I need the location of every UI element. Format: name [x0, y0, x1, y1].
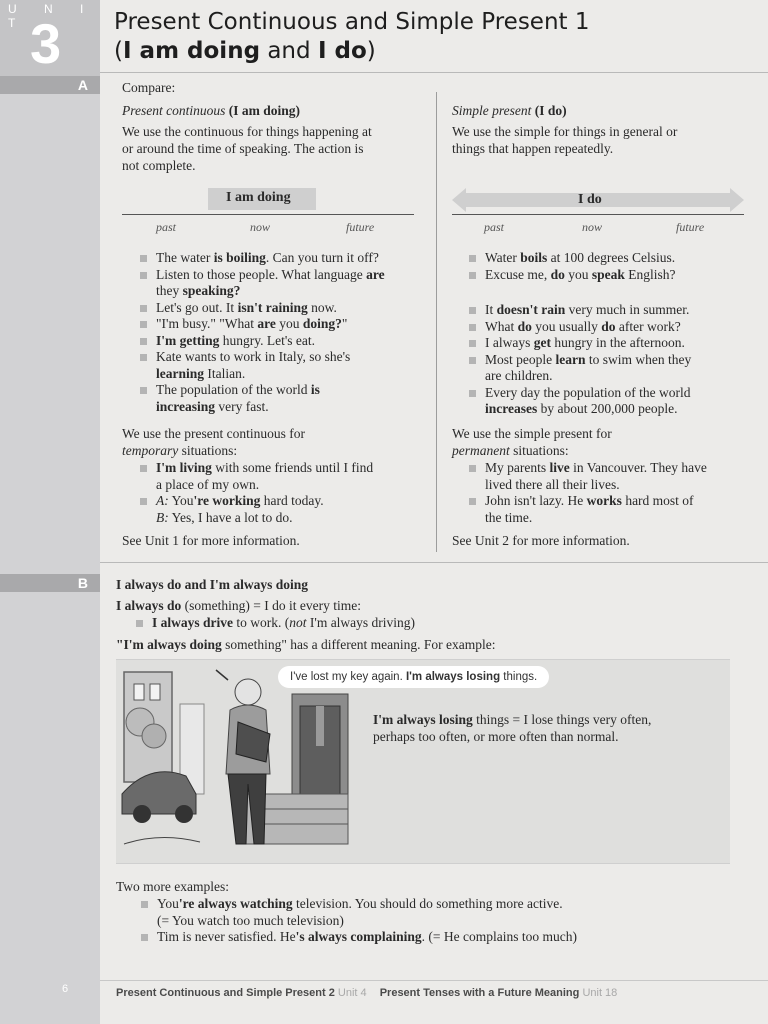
right-heading: Simple present (I do) — [452, 103, 567, 118]
list-item: Water boils at 100 degrees Celsius. — [463, 250, 763, 267]
timeline-axis — [452, 214, 744, 215]
list-item: Let's go out. It isn't raining now. — [134, 300, 434, 317]
list-item: "I'm busy." "What are you doing?" — [134, 316, 434, 333]
list-item: A: You're working hard today. — [134, 493, 434, 510]
page-title — [114, 8, 754, 66]
unit-number: 3 — [30, 12, 62, 75]
footer-unit-18: Unit 18 — [582, 987, 618, 999]
list-item: It doesn't rain very much in summer. — [463, 302, 763, 319]
right-intro-1: We use the simple for things in general or — [452, 124, 678, 139]
compare-label: Compare: — [122, 80, 176, 95]
left-examples — [134, 250, 434, 415]
section-b-tab — [0, 574, 100, 592]
left-intro-2: or around the time of speaking. The action is — [122, 141, 364, 156]
list-item: I'm living with some friends until I find — [134, 460, 434, 477]
section-b-line-1: I always do (something) = I do it every time: — [116, 598, 361, 613]
more-examples-label: Two more examples: — [116, 879, 230, 894]
section-b-heading: I always do and I'm always doing — [116, 577, 309, 592]
list-item: Listen to those people. What language are — [134, 267, 434, 284]
illustration-explanation-1: I'm always losing things = I lose things very often, — [373, 712, 652, 727]
list-item: You're always watching television. You should do something more active. — [135, 896, 695, 913]
section-a-letter: A — [77, 77, 88, 93]
timeline-future: future — [346, 220, 375, 234]
list-item: Excuse me, do you speak English? — [463, 267, 763, 284]
timeline-now: now — [582, 220, 603, 234]
unit-badge — [0, 0, 100, 78]
list-item: My parents live in Vancouver. They have — [463, 460, 763, 477]
right-see-unit: See Unit 2 for more information. — [452, 533, 630, 548]
section-b-bullet — [130, 615, 530, 632]
list-item: are children. — [485, 368, 553, 383]
list-item: a place of my own. — [156, 476, 260, 492]
right-permanent-examples — [463, 460, 763, 526]
timeline-label: I am doing — [226, 190, 291, 205]
timeline-past: past — [484, 220, 505, 234]
timeline-now: now — [250, 220, 271, 234]
sidebar — [0, 0, 100, 1024]
list-item: increases by about 200,000 people. — [485, 401, 678, 416]
right-note-2: permanent situations: — [452, 443, 569, 458]
left-note-2: temporary situations: — [122, 443, 238, 458]
right-examples-1 — [463, 250, 763, 283]
list-item: the time. — [485, 509, 533, 525]
list-item: I'm getting hungry. Let's eat. — [134, 333, 434, 350]
right-note-1: We use the simple present for — [452, 426, 612, 441]
timeline-past: past — [156, 220, 177, 234]
left-intro-1: We use the continuous for things happening at — [122, 124, 372, 139]
footer-link-unit-4[interactable]: Present Continuous and Simple Present 2 — [116, 987, 335, 999]
timeline-axis — [122, 214, 414, 215]
section-b-letter: B — [77, 575, 88, 591]
list-item: I always drive to work. (not I'm always driving) — [130, 615, 530, 632]
section-b-line-3: "I'm always doing something" has a different meaning. For example: — [116, 637, 496, 652]
list-item: Kate wants to work in Italy, so she's — [134, 349, 434, 366]
title-line-1: Present Continuous and Simple Present 1 — [114, 9, 590, 35]
left-intro-3: not complete. — [122, 158, 196, 173]
list-item: The population of the world is — [134, 382, 434, 399]
list-item: The water is boiling. Can you turn it off? — [134, 250, 434, 267]
section-divider — [100, 562, 768, 563]
list-item: Every day the population of the world — [463, 385, 763, 402]
list-item: I always get hungry in the afternoon. — [463, 335, 763, 352]
footer-unit-4: Unit 4 — [337, 987, 367, 999]
left-temporary-examples — [134, 460, 434, 526]
left-see-unit: See Unit 1 for more information. — [122, 533, 300, 548]
list-item: What do you usually do after work? — [463, 319, 763, 336]
title-line-2: (I am doing and I do) — [114, 38, 376, 64]
right-intro-2: things that happen repeatedly. — [452, 141, 614, 156]
woman-searching-bag-illustration — [120, 664, 352, 858]
timeline-label: I do — [578, 192, 602, 207]
title-rule — [100, 72, 768, 73]
list-item: John isn't lazy. He works hard most of — [463, 493, 763, 510]
list-item: lived there all their lives. — [485, 476, 620, 492]
list-item: increasing very fast. — [156, 398, 269, 414]
list-item: Tim is never satisfied. He's always complaining. (= He complains too much) — [135, 929, 695, 946]
footer-cross-references — [116, 987, 627, 999]
timeline-future: future — [676, 220, 705, 234]
footer-link-unit-18[interactable]: Present Tenses with a Future Meaning — [379, 987, 580, 999]
section-a-tab — [0, 76, 100, 94]
unit-label: U N I T — [8, 2, 96, 30]
list-item: learning Italian. — [156, 365, 246, 381]
right-examples-2 — [463, 302, 763, 418]
column-divider — [436, 92, 437, 552]
list-item: (= You watch too much television) — [157, 912, 344, 928]
list-item: they speaking? — [156, 283, 241, 298]
more-examples-list — [135, 896, 695, 946]
left-heading: Present continuous (I am doing) — [122, 103, 300, 118]
list-item: Most people learn to swim when they — [463, 352, 763, 369]
illustration-explanation-2: perhaps too often, or more often than normal. — [373, 729, 619, 744]
page-number: 6 — [62, 983, 69, 995]
speech-bubble: I've lost my key again. I'm always losing things. — [278, 666, 549, 688]
list-item: B: Yes, I have a lot to do. — [156, 509, 293, 525]
left-note-1: We use the present continuous for — [122, 426, 305, 441]
